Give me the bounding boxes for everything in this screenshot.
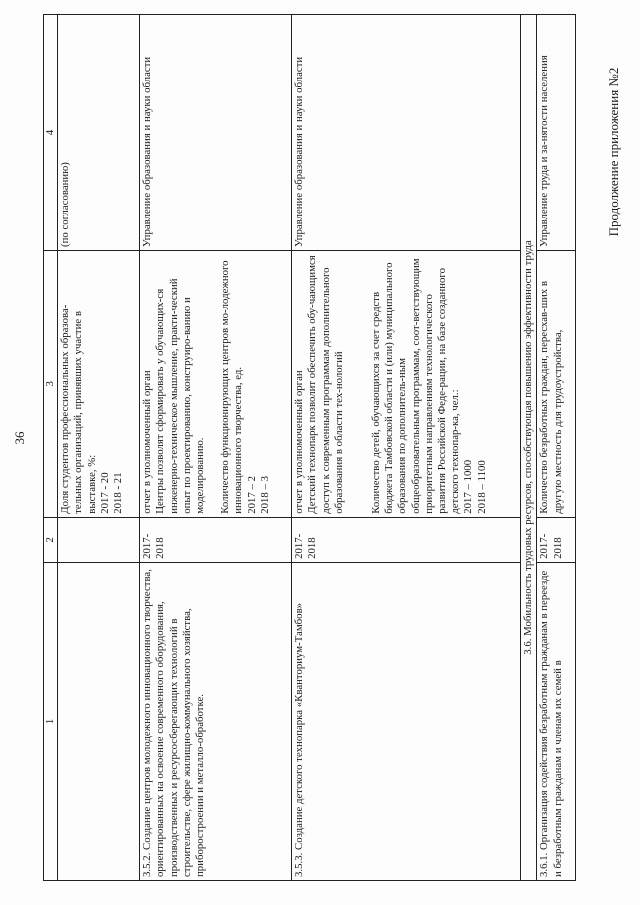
section-row xyxy=(521,15,537,881)
column-number-row xyxy=(44,15,58,881)
indicator-value: 2018 – 1100 xyxy=(475,460,488,514)
executor-cell: Управление труда и за-нятости населения xyxy=(537,15,576,251)
indicator-text: Количество функционирующих центров мо-лодежного инновационного творчества, ед. xyxy=(219,260,245,514)
period-cell xyxy=(58,517,140,562)
section-title: 3.6. Мобильность трудовых ресурсов, способствующая повышению эффективности труда xyxy=(521,15,537,881)
period-cell: 2017-2018 xyxy=(537,517,576,562)
indicator-text: Центры позволят сформировать у обучающих-ся инженерно-техническое мышление, практи-ческий опыт по проектированию, конструиро-ванию и моделированию. xyxy=(154,278,207,514)
indicator-value: 2018 – 3 xyxy=(258,475,271,514)
indicators-cell xyxy=(292,251,521,518)
column-header: 3 xyxy=(44,251,58,518)
measure-cell: 3.5.2. Создание центров молодежного инновационного творчества, ориентированных на освоение современного оборудования, производственных и ресурсосберегающих технологий в строительстве, сфере жилищно-коммунального хозяйства, приборостроении и металло-обработке. xyxy=(140,562,292,880)
indicators-cell xyxy=(140,251,292,518)
column-header: 4 xyxy=(44,15,58,251)
indicator-value: 2017 – 1000 xyxy=(462,459,475,514)
indicator-text: Количество детей, обучающихся за счет средств бюджета Тамбовской области и (или) муниципального образования по дополнитель-ным общеобразовательным программам, соот-ветствующим приоритетным направлениям технологического развития Российской Феде-рации, на базе созданного детского технопар-ка, чел.: xyxy=(370,258,462,514)
indicator-line: Доля студентов профессиональных образова- xyxy=(59,304,72,514)
period-cell: 2017-2018 xyxy=(140,517,292,562)
indicator-value: 2017 – 2 xyxy=(245,475,258,514)
indicator-text: Детский технопарк позволит обеспечить обу-чающимся доступ к современным программам дополнительного образования в области тех-нологий xyxy=(306,255,345,514)
period-cell: 2017-2018 xyxy=(292,517,521,562)
measures-table xyxy=(43,14,576,881)
column-header: 2 xyxy=(44,517,58,562)
table-row xyxy=(292,15,521,881)
executor-cell: (по согласованию) xyxy=(58,15,140,251)
indicators-cell xyxy=(58,251,140,518)
measure-cell: 3.6.1. Организация содействия безработным гражданам в переезде и безработным гражданам и членам их семей в xyxy=(537,562,576,880)
table-row xyxy=(58,15,140,881)
indicator-line: 2017 - 20 xyxy=(98,472,111,514)
page-number: 36 xyxy=(12,431,27,445)
rotated-table-container xyxy=(43,14,617,881)
indicator-line: 2018 - 21 xyxy=(112,472,125,514)
executor-cell: Управление образования и науки области xyxy=(292,15,521,251)
report-note: отчет в уполномоченный орган xyxy=(293,370,306,514)
column-header: 1 xyxy=(44,562,58,880)
continuation-label: Продолжение приложения №2 xyxy=(606,67,621,237)
measure-cell: 3.5.3. Создание детского технопарка «Кванториум-Тамбов» xyxy=(292,562,521,880)
report-note: отчет в уполномоченный орган xyxy=(141,370,154,514)
executor-cell: Управление образования и науки области xyxy=(140,15,292,251)
table-row xyxy=(140,15,292,881)
indicators-cell: Количество безработных граждан, пересхав-ших в другую местность для трудоустройства, xyxy=(537,251,576,518)
indicator-line: выставке, %: xyxy=(85,454,98,514)
table-row xyxy=(537,15,576,881)
indicator-line: тельных организаций, принявших участие в xyxy=(72,310,85,514)
measure-cell xyxy=(58,562,140,880)
